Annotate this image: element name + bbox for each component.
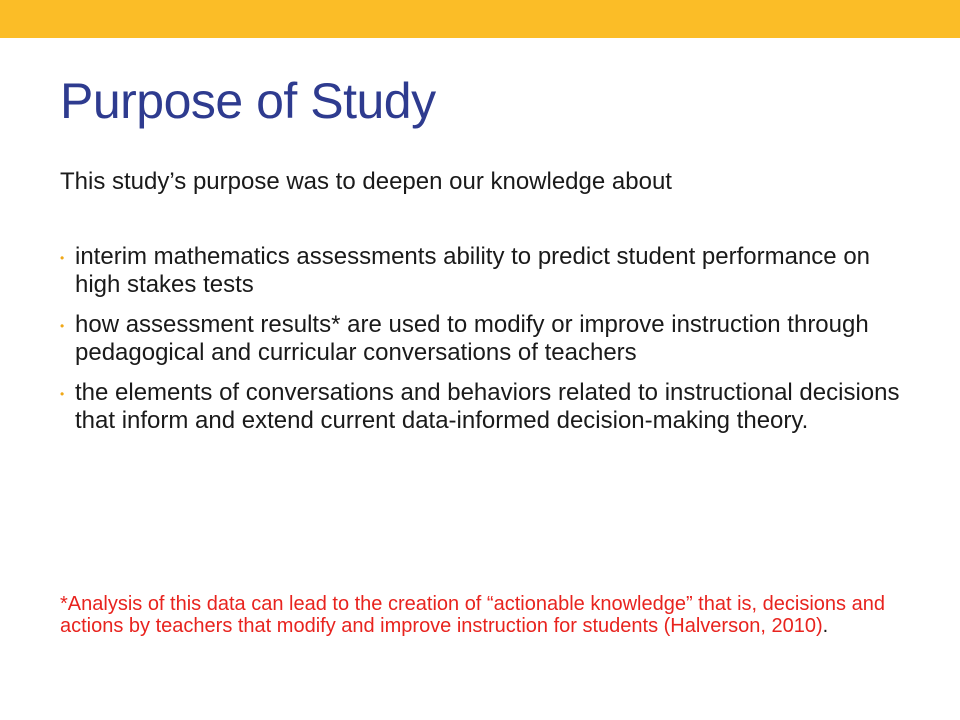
bullet-text: the elements of conversations and behaviors related to instructional decisions that inform and extend current data-informed decision-making theory. (75, 379, 900, 434)
top-accent-bar (0, 0, 960, 38)
bullet-text: how assessment results* are used to modify or improve instruction through pedagogical and curricular conversations of teachers (75, 311, 869, 366)
bullet-item (60, 243, 920, 299)
bullet-icon: • (60, 319, 65, 333)
footnote (60, 593, 920, 637)
bullet-icon: • (60, 251, 65, 265)
footnote-period: . (822, 615, 829, 637)
bullet-list (60, 243, 920, 447)
bullet-item (60, 311, 920, 367)
intro-text: This study’s purpose was to deepen our knowledge about (60, 168, 672, 195)
bullet-icon: • (60, 387, 65, 401)
bullet-item (60, 379, 920, 435)
bullet-text: interim mathematics assessments ability to predict student performance on high stakes tests (75, 243, 871, 298)
slide-title: Purpose of Study (60, 73, 436, 129)
footnote-text: *Analysis of this data can lead to the creation of “actionable knowledge” that is, decisions and actions by teachers that modify and improve instruction for students (Halverson, 2010) (60, 593, 885, 637)
